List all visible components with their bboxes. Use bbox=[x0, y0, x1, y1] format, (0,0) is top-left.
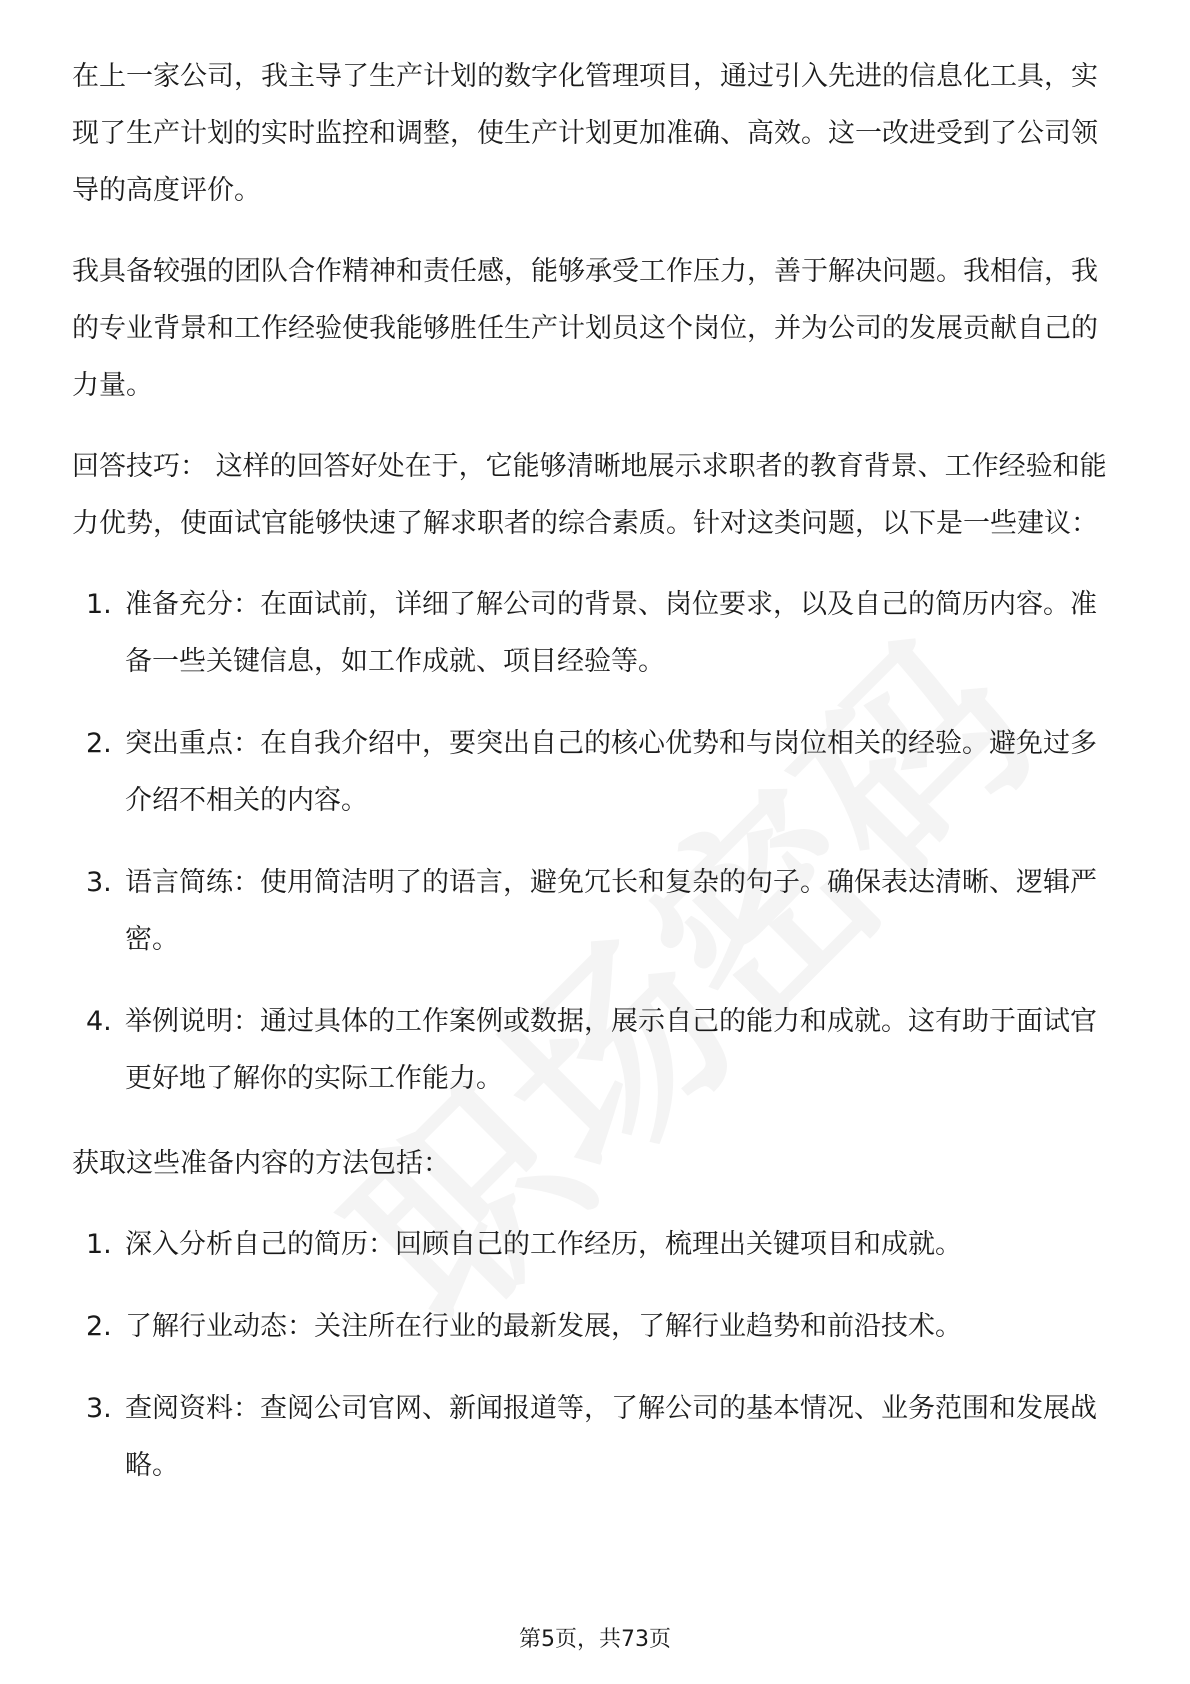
list-number: 3. bbox=[86, 1393, 112, 1424]
list-number: 1. bbox=[86, 1229, 112, 1260]
suggestion-list bbox=[72, 576, 1122, 1107]
list-number: 2. bbox=[86, 1311, 112, 1342]
list-item bbox=[72, 715, 1122, 829]
paragraph: 在上一家公司，我主导了生产计划的数字化管理项目，通过引入先进的信息化工具，实现了生产计划的实时监控和调整，使生产计划更加准确、高效。这一改进受到了公司领导的高度评价。 bbox=[72, 61, 1098, 206]
paragraph: 我具备较强的团队合作精神和责任感，能够承受工作压力，善于解决问题。我相信，我的专业背景和工作经验使我能够胜任生产计划员这个岗位，并为公司的发展贡献自己的力量。 bbox=[72, 256, 1098, 401]
list-item bbox=[72, 993, 1122, 1107]
list-item-text: 突出重点：在自我介绍中，要突出自己的核心优势和与岗位相关的经验。避免过多介绍不相关的内容。 bbox=[125, 728, 1097, 816]
methods-list bbox=[72, 1216, 1122, 1494]
list-item bbox=[72, 1216, 1122, 1273]
page-footer: 第5页，共73页 bbox=[519, 1627, 671, 1652]
list-item-text: 深入分析自己的简历：回顾自己的工作经历，梳理出关键项目和成就。 bbox=[125, 1229, 962, 1260]
list-item bbox=[72, 1298, 1122, 1355]
list-number: 3. bbox=[86, 867, 112, 898]
list-item bbox=[72, 854, 1122, 968]
list-item-text: 查阅资料：查阅公司官网、新闻报道等，了解公司的基本情况、业务范围和发展战略。 bbox=[125, 1393, 1097, 1481]
list-item bbox=[72, 576, 1122, 690]
list-number: 4. bbox=[86, 1006, 112, 1037]
list-item-text: 准备充分：在面试前，详细了解公司的背景、岗位要求，以及自己的简历内容。准备一些关键信息，如工作成就、项目经验等。 bbox=[125, 589, 1097, 677]
methods-intro: 获取这些准备内容的方法包括： bbox=[72, 1148, 450, 1179]
list-item bbox=[72, 1380, 1122, 1494]
paragraph: 回答技巧： 这样的回答好处在于，它能够清晰地展示求职者的教育背景、工作经验和能力优势，使面试官能够快速了解求职者的综合素质。针对这类问题，以下是一些建议： bbox=[72, 451, 1107, 539]
list-item-text: 语言简练：使用简洁明了的语言，避免冗长和复杂的句子。确保表达清晰、逻辑严密。 bbox=[125, 867, 1097, 955]
list-number: 2. bbox=[86, 728, 112, 759]
list-item-text: 举例说明：通过具体的工作案例或数据，展示自己的能力和成就。这有助于面试官更好地了解你的实际工作能力。 bbox=[125, 1006, 1097, 1094]
list-number: 1. bbox=[86, 589, 112, 620]
list-item-text: 了解行业动态：关注所在行业的最新发展，了解行业趋势和前沿技术。 bbox=[125, 1311, 962, 1342]
page-content bbox=[72, 48, 1122, 1522]
